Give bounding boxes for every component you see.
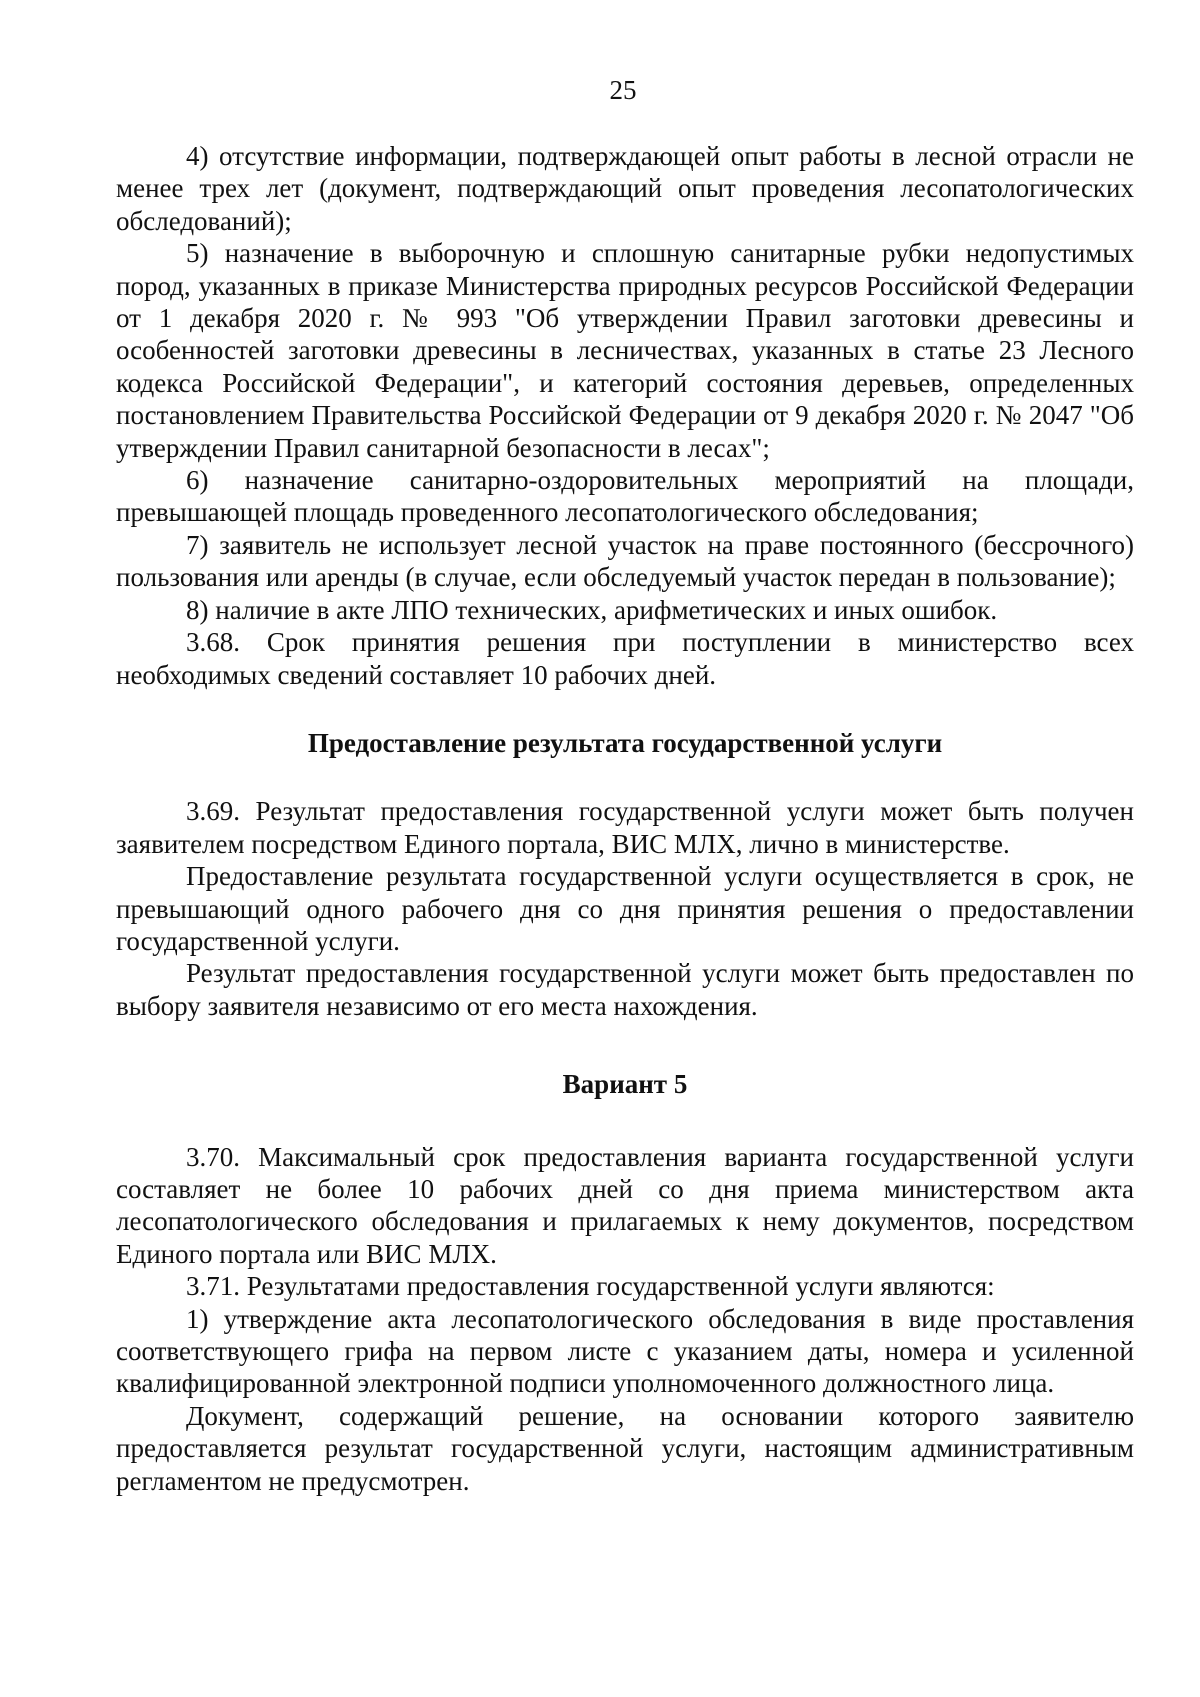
paragraph-item-4-no-experience: 4) отсутствие информации, подтверждающей опыт работы в лесной отрасли не менее трех лет (документ, подтверждающий опыт проведения лесопатологических обследований); (116, 141, 1134, 236)
paragraph-decision-document: Документ, содержащий решение, на основании которого заявителю предоставляется результат государственной услуги, настоящим административным регламентом не предусмотрен. (116, 1400, 1134, 1496)
paragraph-item-7-no-usage-right: 7) заявитель не использует лесной участок на праве постоянного (бессрочного) пользования или аренды (в случае, если обследуемый участок передан в пользование); (116, 529, 1134, 593)
paragraph-3-68: 3.68. Срок принятия решения при поступлении в министерство всех необходимых сведений составляет 10 рабочих дней. (116, 627, 1134, 690)
section-heading-variant: Вариант 5 (562, 1069, 688, 1100)
document-body (116, 140, 1134, 1497)
paragraph-result-location: Результат предоставления государственной услуги может быть предоставлен по выбору заявителя независимо от его места нахождения. (116, 958, 1134, 1021)
paragraph-item-6-area-exceeds: 6) назначение санитарно-оздоровительных мероприятий на площади, превышающей площадь проведенного лесопатологического обследования; (116, 465, 1134, 528)
page-number: 25 (609, 75, 637, 105)
paragraph-3-71: 3.71. Результатами предоставления государственной услуги являются: (186, 1271, 995, 1302)
paragraph-result-term: Предоставление результата государственной услуги осуществляется в срок, не превышающий одного рабочего дня со дня принятия решения о предоставлении государственной услуги. (116, 861, 1134, 956)
section-heading-result: Предоставление результата государственной услуги (307, 727, 943, 758)
paragraph-3-70: 3.70. Максимальный срок предоставления варианта государственной услуги составляет не более 10 рабочих дней со дня приема министерством акта лесопатологического обследования и прилагаемых к нему документов, посредством Единого портала или ВИС МЛХ. (116, 1141, 1134, 1269)
paragraph-item-8-errors: 8) наличие в акте ЛПО технических, арифметических и иных ошибок. (186, 594, 998, 625)
paragraph-item-5-prohibited-species: 5) назначение в выборочную и сплошную санитарные рубки недопустимых пород, указанных в приказе Министерства природных ресурсов Российской Федерации от 1 декабря 2020 г. № 993 "Об утверждении Правил заготовки древесины и особенностей заготовки древесины в лесничествах, указанных в статье 23 Лесного кодекса Российской Федерации", и категорий состояния деревьев, определенных постановлением Правительства Российской Федерации от 9 декабря 2020 г. № 2047 "Об утверждении Правил санитарной безопасности в лесах"; (116, 238, 1134, 463)
paragraph-result-item-1: 1) утверждение акта лесопатологического обследования в виде проставления соответствующего грифа на первом листе с указанием даты, номера и усиленной квалифицированной электронной подписи уполномоченного должностного лица. (116, 1303, 1134, 1399)
paragraph-3-69: 3.69. Результат предоставления государственной услуги может быть получен заявителем посредством Единого портала, ВИС МЛХ, лично в министерстве. (116, 796, 1134, 859)
